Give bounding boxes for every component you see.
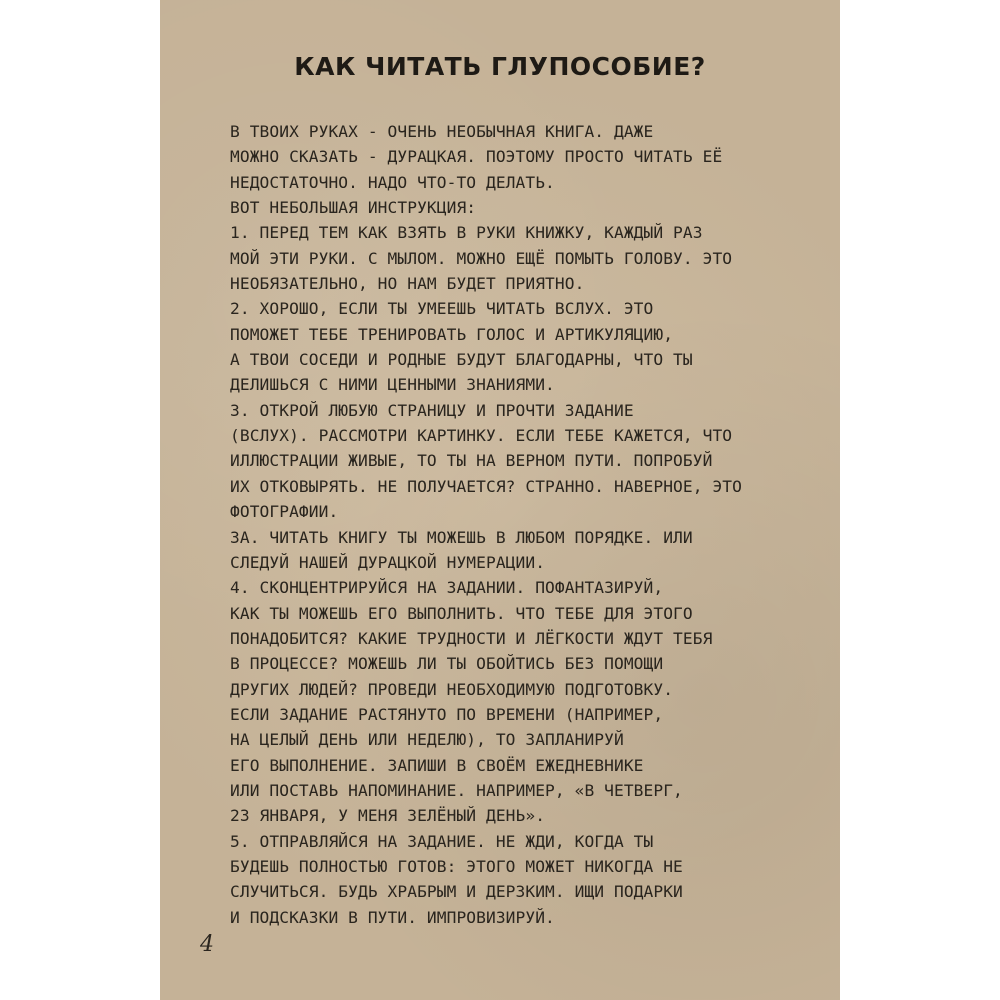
text-line: НЕДОСТАТОЧНО. НАДО ЧТО-ТО ДЕЛАТЬ. [230,172,555,192]
text-line: 4. СКОНЦЕНТРИРУЙСЯ НА ЗАДАНИИ. ПОФАНТАЗИРУЙ, [230,578,664,598]
page-number: 4 [200,932,214,957]
text-line: БУДЕШЬ ПОЛНОСТЬЮ ГОТОВ: ЭТОГО МОЖЕТ НИКОГДА НЕ [230,856,683,876]
body-text [230,119,830,930]
text-line: НА ЦЕЛЫЙ ДЕНЬ ИЛИ НЕДЕЛЮ), ТО ЗАПЛАНИРУЙ [230,730,624,750]
text-line: А ТВОИ СОСЕДИ И РОДНЫЕ БУДУТ БЛАГОДАРНЫ, ЧТО ТЫ [230,350,693,370]
text-line: 1. ПЕРЕД ТЕМ КАК ВЗЯТЬ В РУКИ КНИЖКУ, КАЖДЫЙ РАЗ [230,223,703,243]
text-line: МОЖНО СКАЗАТЬ - ДУРАЦКАЯ. ПОЭТОМУ ПРОСТО ЧИТАТЬ ЕЁ [230,147,723,167]
text-line: КАК ТЫ МОЖЕШЬ ЕГО ВЫПОЛНИТЬ. ЧТО ТЕБЕ ДЛЯ ЭТОГО [230,603,693,623]
text-line: И ПОДСКАЗКИ В ПУТИ. ИМПРОВИЗИРУЙ. [230,907,555,927]
text-line: СЛЕДУЙ НАШЕЙ ДУРАЦКОЙ НУМЕРАЦИИ. [230,552,546,572]
text-line: ФОТОГРАФИИ. [230,502,339,522]
text-line: В ПРОЦЕССЕ? МОЖЕШЬ ЛИ ТЫ ОБОЙТИСЬ БЕЗ ПОМОЩИ [230,654,664,674]
text-line: МОЙ ЭТИ РУКИ. С МЫЛОМ. МОЖНО ЕЩЁ ПОМЫТЬ ГОЛОВУ. ЭТО [230,248,733,268]
text-line: ДЕЛИШЬСЯ С НИМИ ЦЕННЫМИ ЗНАНИЯМИ. [230,375,555,395]
text-line: ИЛИ ПОСТАВЬ НАПОМИНАНИЕ. НАПРИМЕР, «В ЧЕТВЕРГ, [230,780,683,800]
text-line: ЕСЛИ ЗАДАНИЕ РАСТЯНУТО ПО ВРЕМЕНИ (НАПРИМЕР, [230,704,664,724]
text-line: 5. ОТПРАВЛЯЙСЯ НА ЗАДАНИЕ. НЕ ЖДИ, КОГДА ТЫ [230,831,654,851]
text-line: (ВСЛУХ). РАССМОТРИ КАРТИНКУ. ЕСЛИ ТЕБЕ КАЖЕТСЯ, ЧТО [230,426,733,446]
text-line: ПОМОЖЕТ ТЕБЕ ТРЕНИРОВАТЬ ГОЛОС И АРТИКУЛЯЦИЮ, [230,324,674,344]
page-title: КАК ЧИТАТЬ ГЛУПОСОБИЕ? [294,52,706,81]
text-line: 2. ХОРОШО, ЕСЛИ ТЫ УМЕЕШЬ ЧИТАТЬ ВСЛУХ. ЭТО [230,299,654,319]
text-line: ПОНАДОБИТСЯ? КАКИЕ ТРУДНОСТИ И ЛЁГКОСТИ ЖДУТ ТЕБЯ [230,628,713,648]
book-page [160,0,840,1000]
text-line: ИХ ОТКОВЫРЯТЬ. НЕ ПОЛУЧАЕТСЯ? СТРАННО. НАВЕРНОЕ, ЭТО [230,476,742,496]
text-line: 3А. ЧИТАТЬ КНИГУ ТЫ МОЖЕШЬ В ЛЮБОМ ПОРЯДКЕ. ИЛИ [230,527,693,547]
text-line: В ТВОИХ РУКАХ - ОЧЕНЬ НЕОБЫЧНАЯ КНИГА. ДАЖЕ [230,122,654,141]
text-line: НЕОБЯЗАТЕЛЬНО, НО НАМ БУДЕТ ПРИЯТНО. [230,274,585,294]
text-line: СЛУЧИТЬСЯ. БУДЬ ХРАБРЫМ И ДЕРЗКИМ. ИЩИ ПОДАРКИ [230,882,683,902]
text-line: ДРУГИХ ЛЮДЕЙ? ПРОВЕДИ НЕОБХОДИМУЮ ПОДГОТОВКУ. [230,679,674,699]
text-line: 23 ЯНВАРЯ, У МЕНЯ ЗЕЛЁНЫЙ ДЕНЬ». [230,806,546,826]
text-line: ВОТ НЕБОЛЬШАЯ ИНСТРУКЦИЯ: [230,198,477,218]
text-line: ИЛЛЮСТРАЦИИ ЖИВЫЕ, ТО ТЫ НА ВЕРНОМ ПУТИ. ПОПРОБУЙ [230,451,713,471]
text-line: 3. ОТКРОЙ ЛЮБУЮ СТРАНИЦУ И ПРОЧТИ ЗАДАНИЕ [230,400,634,420]
text-line: ЕГО ВЫПОЛНЕНИЕ. ЗАПИШИ В СВОЁМ ЕЖЕДНЕВНИКЕ [230,755,644,775]
